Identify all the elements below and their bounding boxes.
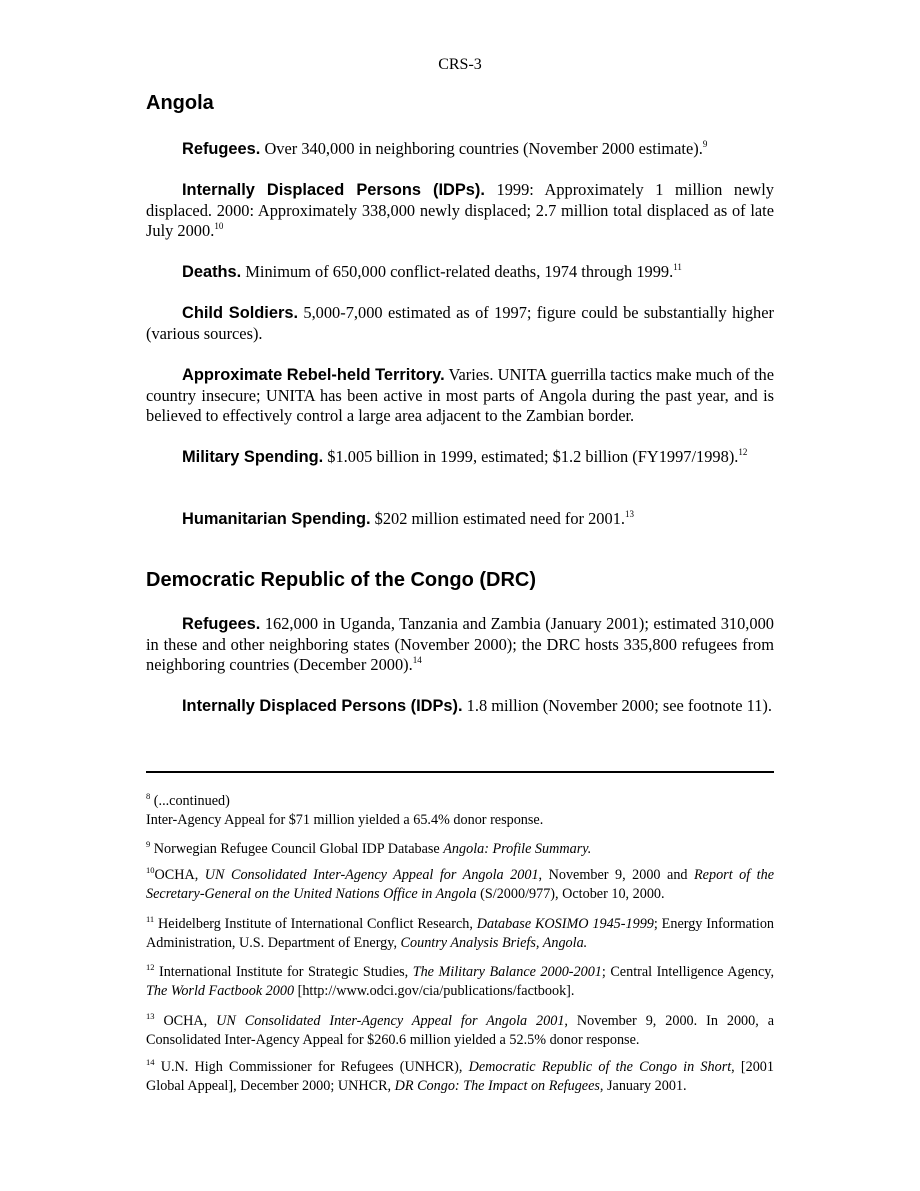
footnote-text: OCHA, bbox=[154, 867, 205, 883]
item-text: 5,000-7,000 estimated as of 1997; figure could be substantially higher (various sources). bbox=[146, 303, 774, 343]
footnote-text: Heidelberg Institute of International Conflict Research, bbox=[154, 916, 477, 932]
footnote-separator bbox=[146, 771, 774, 773]
item-label: Internally Displaced Persons (IDPs). bbox=[182, 697, 463, 715]
footnote-text: (...continued) bbox=[153, 793, 230, 809]
footnote-title: Angola: Profile Summary. bbox=[443, 841, 592, 857]
footnote-9 bbox=[146, 840, 774, 859]
item-text: Over 340,000 in neighboring countries (November 2000 estimate). bbox=[264, 139, 703, 158]
footnote-title: The Military Balance 2000-2001 bbox=[412, 964, 602, 980]
footnote-text: , November 9, 2000. In 2000, a Consolidated Inter-Agency Appeal for $260.6 million yielded a 52.5% donor response. bbox=[146, 1013, 775, 1048]
footnote-ref: 11 bbox=[673, 262, 682, 272]
angola-child-soldiers bbox=[146, 303, 774, 344]
footnote-text: , January 2001. bbox=[599, 1077, 687, 1094]
angola-rebel-territory bbox=[146, 365, 774, 427]
page-number: CRS-3 bbox=[438, 56, 482, 73]
section-heading-drc: Democratic Republic of the Congo (DRC) bbox=[146, 569, 537, 591]
footnote-14 bbox=[146, 1058, 774, 1095]
angola-military-spending bbox=[146, 447, 774, 468]
item-text: Minimum of 650,000 conflict-related deaths, 1974 through 1999. bbox=[245, 262, 674, 281]
footnote-ref: 14 bbox=[412, 655, 422, 665]
footnote-ref: 13 bbox=[625, 509, 634, 519]
item-label: Deaths. bbox=[182, 263, 242, 281]
footnote-number: 11 bbox=[146, 914, 155, 924]
footnote-12 bbox=[146, 963, 774, 1000]
footnote-number: 14 bbox=[146, 1057, 155, 1067]
item-label: Refugees. bbox=[182, 615, 261, 633]
footnote-title: UN Consolidated Inter-Agency Appeal for Angola 2001 bbox=[204, 867, 539, 883]
item-label: Internally Displaced Persons (IDPs). bbox=[182, 181, 485, 199]
footnote-title: Report of the Secretary-General on the United Nations Office in Angola bbox=[146, 867, 775, 902]
item-label: Approximate Rebel-held Territory. bbox=[182, 366, 445, 384]
footnote-text: ; Central Intelligence Agency, bbox=[601, 964, 774, 980]
footnote-ref: 9 bbox=[702, 139, 708, 149]
footnote-text: [http://www.odci.gov/cia/publications/factbook]. bbox=[294, 982, 575, 999]
footnote-8 bbox=[146, 792, 774, 829]
item-label: Child Soldiers. bbox=[182, 304, 299, 322]
footnote-text: ; Energy Information Administration, U.S. Department of Energy, bbox=[146, 916, 775, 951]
item-text: 1999: Approximately 1 million newly displaced. 2000: Approximately 338,000 newly displaced; 2.7 million total displaced as of late July 2000. bbox=[146, 180, 774, 240]
footnote-text: , [2001 Global Appeal], December 2000; UNHCR, bbox=[146, 1059, 774, 1094]
angola-deaths bbox=[146, 262, 774, 283]
footnote-ref: 10 bbox=[214, 221, 224, 231]
angola-refugees bbox=[146, 139, 774, 160]
item-text: 162,000 in Uganda, Tanzania and Zambia (January 2001); estimated 310,000 in these and other neighboring states (November 2000); the DRC hosts 335,800 refugees from neighboring countries (December 2000). bbox=[146, 614, 774, 674]
footnote-text: , November 9, 2000 and bbox=[538, 867, 695, 883]
footnote-number: 12 bbox=[146, 962, 155, 972]
item-text: 1.8 million (November 2000; see footnote 11). bbox=[466, 696, 772, 715]
footnote-13 bbox=[146, 1012, 774, 1049]
footnote-ref: 12 bbox=[738, 447, 748, 457]
footnote-title: Database KOSIMO 1945-1999 bbox=[476, 916, 654, 932]
footnote-text: U.N. High Commissioner for Refugees (UNHCR), bbox=[154, 1059, 469, 1075]
footnote-text: Inter-Agency Appeal for $71 million yielded a 65.4% donor response. bbox=[146, 811, 544, 828]
item-label: Humanitarian Spending. bbox=[182, 510, 371, 528]
footnote-title: The World Factbook 2000 bbox=[146, 982, 295, 999]
footnote-11 bbox=[146, 915, 774, 952]
item-text: $202 million estimated need for 2001. bbox=[374, 509, 625, 528]
angola-humanitarian-spending bbox=[146, 509, 774, 530]
footnote-title: UN Consolidated Inter-Agency Appeal for Angola 2001 bbox=[216, 1013, 565, 1029]
item-text: $1.005 billion in 1999, estimated; $1.2 billion (FY1997/1998). bbox=[327, 447, 739, 466]
footnote-title: Democratic Republic of the Congo in Short bbox=[468, 1059, 732, 1075]
footnote-number: 10 bbox=[146, 865, 155, 875]
footnote-text: OCHA, bbox=[163, 1013, 217, 1029]
footnote-10 bbox=[146, 866, 774, 903]
footnote-text: International Institute for Strategic Studies, bbox=[154, 964, 413, 980]
footnote-number: 8 bbox=[146, 791, 151, 801]
footnote-number: 13 bbox=[146, 1011, 155, 1021]
drc-refugees bbox=[146, 614, 774, 676]
item-text: Varies. UNITA guerrilla tactics make much of the country insecure; UNITA has been active in most parts of Angola during the past year, and is believed to effectively control a large area adjacent to the Zambian border. bbox=[146, 365, 774, 425]
footnote-text: Norwegian Refugee Council Global IDP Database bbox=[153, 841, 444, 857]
angola-idps bbox=[146, 180, 774, 242]
footnote-number: 9 bbox=[146, 839, 151, 849]
footnote-title: Country Analysis Briefs, Angola. bbox=[400, 934, 588, 951]
footnote-title: DR Congo: The Impact on Refugees bbox=[394, 1077, 600, 1094]
footnote-text: (S/2000/977), October 10, 2000. bbox=[476, 885, 665, 902]
item-label: Refugees. bbox=[182, 140, 261, 158]
item-label: Military Spending. bbox=[182, 448, 324, 466]
drc-idps bbox=[146, 696, 774, 717]
section-heading-angola: Angola bbox=[146, 92, 214, 114]
